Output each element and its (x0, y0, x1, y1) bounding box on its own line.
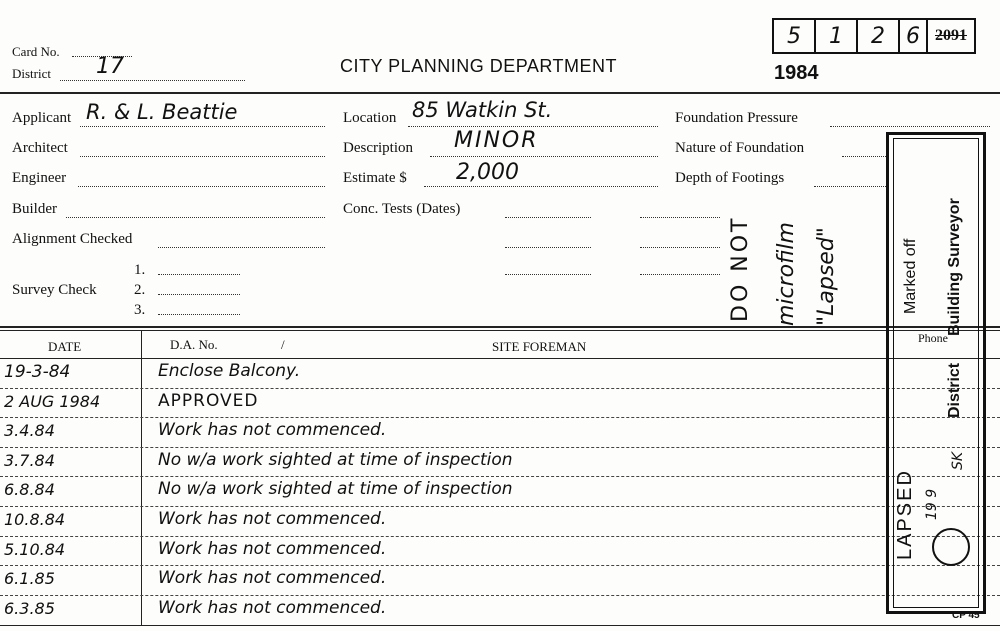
row-divider (0, 565, 1000, 566)
col-phone-header: Phone (918, 331, 948, 345)
row-date: 2 AUG 1984 (4, 391, 101, 411)
stamp-signature-circle (932, 528, 970, 566)
form-code: CP 45 (952, 610, 980, 621)
row-entry: No w/a work sighted at time of inspection (158, 449, 513, 470)
survey-line-3 (158, 314, 240, 315)
applicant-value: R. & L. Beattie (86, 100, 238, 124)
row-divider (0, 388, 1000, 389)
row-divider (0, 447, 1000, 448)
col-date-header: DATE (48, 339, 82, 354)
row-entry: APPROVED (158, 390, 259, 411)
date-col-divider (141, 330, 142, 625)
table-header-rule (0, 358, 1000, 359)
row-divider (0, 476, 1000, 477)
row-date: 6.1.85 (4, 569, 55, 589)
foundation-pressure-line (830, 126, 990, 127)
row-date: 10.8.84 (4, 510, 66, 529)
table-top-rule (0, 326, 1000, 328)
builder-label: Builder (12, 201, 57, 217)
estimate-line (424, 186, 658, 187)
estimate-value: 2,000 (456, 160, 519, 185)
stamp-district: District (946, 362, 963, 418)
architect-label: Architect (12, 140, 68, 156)
alignment-line (158, 247, 325, 248)
row-date: 3.4.84 (4, 421, 55, 441)
stamp-initials: SK (950, 451, 966, 470)
engineer-line (78, 186, 325, 187)
row-divider (0, 417, 1000, 418)
card-number-box-4: 6 (898, 18, 928, 54)
row-entry: Work has not commenced. (158, 509, 387, 529)
conc-line-2 (505, 247, 591, 248)
location-line (408, 126, 658, 127)
row-divider (0, 536, 1000, 537)
annotation-microfilm: microfilm (774, 222, 799, 326)
stamp-building-surveyor: Building Surveyor (946, 198, 963, 336)
survey-line-2 (158, 294, 240, 295)
row-entry: Work has not commenced. (158, 568, 387, 589)
location-label: Location (343, 110, 397, 126)
survey-num-2: 2. (134, 282, 146, 298)
description-line (430, 156, 658, 157)
foundation-pressure-label: Foundation Pressure (675, 110, 798, 126)
applicant-label: Applicant (12, 110, 72, 126)
row-date: 5.10.84 (4, 539, 66, 559)
card-number-box-3: 2 (856, 18, 900, 54)
conc-tests-label: Conc. Tests (Dates) (343, 201, 461, 217)
description-value: MINOR (454, 128, 539, 153)
estimate-label: Estimate $ (343, 170, 407, 186)
survey-num-1: 1. (134, 262, 146, 278)
card-number-box-5: 2091 (926, 18, 976, 54)
builder-line (66, 217, 325, 218)
page-title: CITY PLANNING DEPARTMENT (340, 56, 618, 76)
row-date: 3.7.84 (4, 450, 55, 470)
depth-footings-label: Depth of Footings (675, 170, 785, 186)
survey-num-3: 3. (134, 302, 146, 318)
row-entry: No w/a work sighted at time of inspection (158, 479, 513, 500)
depth-footings-line (814, 186, 886, 187)
annotation-lapsed: "Lapsed" (814, 227, 839, 326)
row-entry: Work has not commenced. (158, 420, 387, 441)
card-number-box-2: 1 (814, 18, 858, 54)
conc-line-6 (640, 274, 720, 275)
district-value: 17 (96, 54, 124, 79)
row-divider (0, 506, 1000, 507)
engineer-label: Engineer (12, 170, 67, 186)
description-label: Description (343, 140, 413, 156)
annotation-do-not: DO NOT (728, 215, 753, 322)
row-date: 6.3.85 (4, 598, 55, 618)
col-da-value: / (281, 337, 285, 352)
row-entry: Work has not commenced. (158, 538, 387, 559)
row-entry: Enclose Balcony. (158, 361, 301, 381)
row-date: 19-3-84 (4, 362, 71, 382)
year: 1984 (774, 62, 819, 84)
alignment-label: Alignment Checked (12, 231, 133, 247)
survey-line-1 (158, 274, 240, 275)
col-foreman-header: SITE FOREMAN (492, 339, 587, 354)
table-top-rule-2 (0, 330, 1000, 331)
conc-line-3 (505, 274, 591, 275)
nature-foundation-line (842, 156, 886, 157)
district-line (60, 80, 245, 81)
architect-line (80, 156, 325, 157)
nature-foundation-label: Nature of Foundation (675, 140, 805, 156)
stamp-lapsed: LAPSED (894, 469, 916, 560)
conc-line-1 (505, 217, 591, 218)
conc-line-4 (640, 217, 720, 218)
card-no-label: Card No. (12, 44, 60, 59)
table-bottom-rule (0, 625, 1000, 626)
district-label: District (12, 66, 51, 81)
row-date: 6.8.84 (4, 480, 55, 500)
survey-check-label: Survey Check (12, 282, 97, 298)
stamp-marked-off: Marked off (902, 238, 919, 314)
stamp-lapsed-date: 19 9 (924, 488, 940, 520)
applicant-line (80, 126, 325, 127)
row-entry: Work has not commenced. (158, 597, 387, 618)
row-divider (0, 595, 1000, 596)
col-da-header: D.A. No. (170, 337, 218, 352)
location-value: 85 Watkin St. (412, 98, 553, 122)
card-number-box-1: 5 (772, 18, 816, 54)
header-rule (0, 92, 1000, 94)
conc-line-5 (640, 247, 720, 248)
